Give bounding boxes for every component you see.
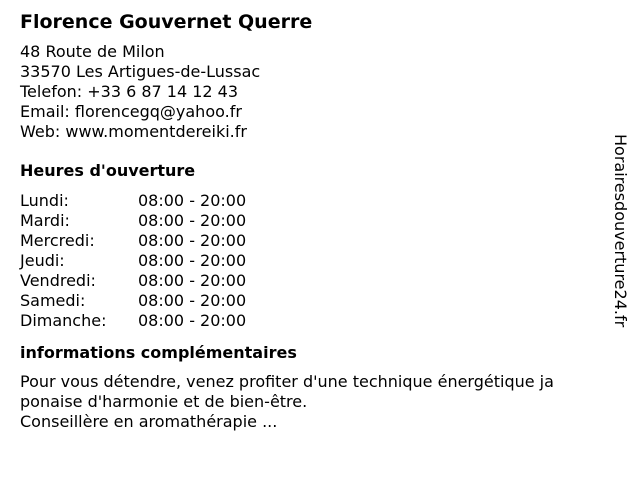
- street-address: 48 Route de Milon: [20, 42, 165, 61]
- info-line: Conseillère en aromathérapie ...: [20, 412, 278, 431]
- phone-line: Telefon: +33 6 87 14 12 43: [20, 82, 239, 101]
- city-address: 33570 Les Artigues-de-Lussac: [20, 62, 261, 81]
- site-brand-vertical: Horairesdouverture24.fr: [611, 134, 630, 328]
- hours-time: 08:00 - 20:00: [138, 271, 247, 290]
- business-card: [20, 10, 610, 432]
- additional-info-heading: informations complémentaires: [20, 343, 297, 362]
- hours-row-mercredi: [20, 231, 610, 251]
- hours-day: Samedi:: [20, 291, 86, 310]
- business-name: Florence Gouvernet Querre: [20, 11, 313, 33]
- hours-row-lundi: [20, 191, 610, 211]
- hours-row-vendredi: [20, 271, 610, 291]
- hours-day: Mercredi:: [20, 231, 95, 250]
- hours-row-samedi: [20, 291, 610, 311]
- hours-day: Lundi:: [20, 191, 69, 210]
- hours-time: 08:00 - 20:00: [138, 291, 247, 310]
- opening-hours-heading: Heures d'ouverture: [20, 161, 196, 180]
- hours-time: 08:00 - 20:00: [138, 211, 247, 230]
- additional-info-text: [20, 372, 610, 432]
- hours-day: Mardi:: [20, 211, 70, 230]
- hours-time: 08:00 - 20:00: [138, 311, 247, 330]
- hours-row-jeudi: [20, 251, 610, 271]
- hours-row-mardi: [20, 211, 610, 231]
- email-line: Email: florencegq@yahoo.fr: [20, 102, 242, 121]
- hours-time: 08:00 - 20:00: [138, 251, 247, 270]
- info-line: ponaise d'harmonie et de bien-être.: [20, 392, 308, 411]
- hours-time: 08:00 - 20:00: [138, 231, 247, 250]
- hours-day: Jeudi:: [20, 251, 65, 270]
- hours-time: 08:00 - 20:00: [138, 191, 247, 210]
- contact-block: [20, 42, 610, 142]
- web-line: Web: www.momentdereiki.fr: [20, 122, 247, 141]
- hours-day: Dimanche:: [20, 311, 107, 330]
- hours-row-dimanche: [20, 311, 610, 331]
- hours-day: Vendredi:: [20, 271, 96, 290]
- opening-hours-table: [20, 191, 610, 331]
- info-line: Pour vous détendre, venez profiter d'une technique énergétique ja: [20, 372, 554, 391]
